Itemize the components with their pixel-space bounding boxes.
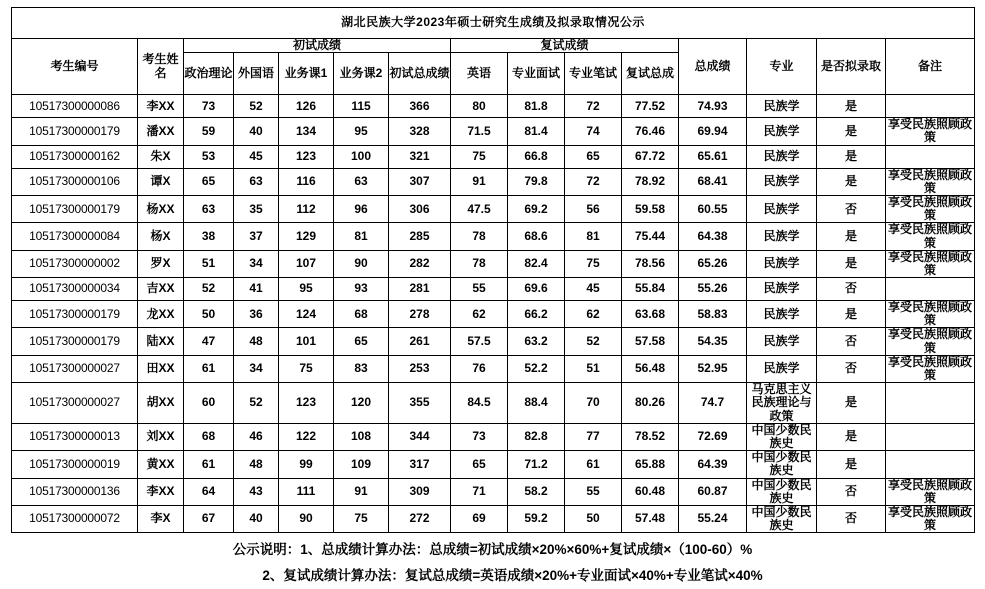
cell-admitted: 是 [817,145,886,168]
cell-english: 47.5 [451,195,508,222]
cell-admitted: 是 [817,250,886,277]
cell-business2: 91 [334,478,389,505]
cell-first-total: 261 [389,328,451,355]
col-header-first-exam: 初试成绩 [184,39,451,53]
cell-name: 谭X [138,168,184,195]
table-row [12,223,975,250]
cell-english: 78 [451,250,508,277]
cell-exam-id: 10517300000019 [12,451,138,478]
cell-business1: 129 [279,223,334,250]
col-header-retest: 复试成绩 [451,39,679,53]
cell-exam-id: 10517300000179 [12,195,138,222]
cell-total: 65.61 [679,145,747,168]
cell-english: 69 [451,505,508,532]
cell-total: 55.24 [679,505,747,532]
cell-first-total: 328 [389,118,451,145]
cell-pro-written: 72 [565,95,622,118]
cell-pro-written: 74 [565,118,622,145]
cell-english: 84.5 [451,383,508,424]
cell-first-total: 272 [389,505,451,532]
cell-total: 69.94 [679,118,747,145]
cell-business2: 68 [334,301,389,328]
cell-english: 91 [451,168,508,195]
cell-politics: 67 [184,505,234,532]
cell-major: 民族学 [747,301,817,328]
cell-admitted: 是 [817,118,886,145]
cell-foreign: 48 [234,451,279,478]
cell-business1: 107 [279,250,334,277]
cell-remark: 享受民族照顾政策 [886,478,975,505]
cell-remark [886,451,975,478]
cell-foreign: 52 [234,95,279,118]
cell-major: 民族学 [747,118,817,145]
cell-retest-total: 59.58 [622,195,679,222]
col-header-name: 考生姓名 [138,39,184,95]
cell-pro-written: 75 [565,250,622,277]
cell-major: 中国少数民族史 [747,478,817,505]
cell-business1: 99 [279,451,334,478]
cell-exam-id: 10517300000034 [12,278,138,301]
cell-admitted: 是 [817,223,886,250]
col-header-politics: 政治理论 [184,53,234,95]
cell-exam-id: 10517300000084 [12,223,138,250]
cell-total: 60.87 [679,478,747,505]
cell-pro-written: 77 [565,423,622,450]
cell-politics: 64 [184,478,234,505]
cell-pro-interview: 71.2 [508,451,565,478]
results-sheet [11,7,974,589]
cell-pro-interview: 69.2 [508,195,565,222]
results-table [11,7,975,533]
cell-name: 李XX [138,478,184,505]
cell-politics: 59 [184,118,234,145]
cell-remark: 享受民族照顾政策 [886,301,975,328]
cell-total: 68.41 [679,168,747,195]
cell-name: 朱X [138,145,184,168]
cell-english: 80 [451,95,508,118]
cell-politics: 51 [184,250,234,277]
cell-politics: 52 [184,278,234,301]
col-header-business1: 业务课1 [279,53,334,95]
cell-business2: 83 [334,355,389,382]
cell-name: 龙XX [138,301,184,328]
cell-business1: 111 [279,478,334,505]
cell-business1: 124 [279,301,334,328]
cell-foreign: 48 [234,328,279,355]
table-row [12,95,975,118]
cell-retest-total: 77.52 [622,95,679,118]
cell-first-total: 285 [389,223,451,250]
cell-remark: 享受民族照顾政策 [886,355,975,382]
cell-english: 71.5 [451,118,508,145]
cell-retest-total: 56.48 [622,355,679,382]
cell-retest-total: 78.52 [622,423,679,450]
cell-pro-interview: 88.4 [508,383,565,424]
cell-business1: 122 [279,423,334,450]
cell-english: 73 [451,423,508,450]
cell-total: 58.83 [679,301,747,328]
table-row [12,145,975,168]
cell-major: 民族学 [747,223,817,250]
cell-foreign: 37 [234,223,279,250]
cell-major: 民族学 [747,145,817,168]
cell-pro-written: 81 [565,223,622,250]
cell-first-total: 309 [389,478,451,505]
cell-major: 民族学 [747,95,817,118]
cell-retest-total: 65.88 [622,451,679,478]
cell-remark [886,423,975,450]
col-header-admitted: 是否拟录取 [817,39,886,95]
cell-pro-interview: 58.2 [508,478,565,505]
cell-foreign: 43 [234,478,279,505]
cell-first-total: 355 [389,383,451,424]
cell-english: 57.5 [451,328,508,355]
table-row [12,451,975,478]
cell-admitted: 否 [817,195,886,222]
cell-retest-total: 57.58 [622,328,679,355]
cell-major: 中国少数民族史 [747,451,817,478]
cell-retest-total: 57.48 [622,505,679,532]
cell-first-total: 321 [389,145,451,168]
cell-total: 52.95 [679,355,747,382]
cell-business2: 100 [334,145,389,168]
table-row [12,301,975,328]
cell-pro-written: 72 [565,168,622,195]
cell-exam-id: 10517300000027 [12,383,138,424]
cell-retest-total: 60.48 [622,478,679,505]
cell-major: 中国少数民族史 [747,505,817,532]
col-header-retest-total: 复试总成 [622,53,679,95]
cell-politics: 50 [184,301,234,328]
cell-name: 杨XX [138,195,184,222]
cell-name: 潘XX [138,118,184,145]
cell-politics: 68 [184,423,234,450]
cell-politics: 47 [184,328,234,355]
cell-business2: 90 [334,250,389,277]
cell-name: 陆XX [138,328,184,355]
cell-english: 62 [451,301,508,328]
cell-business2: 81 [334,223,389,250]
cell-total: 74.93 [679,95,747,118]
cell-exam-id: 10517300000013 [12,423,138,450]
cell-admitted: 否 [817,505,886,532]
cell-pro-interview: 68.6 [508,223,565,250]
col-header-total: 总成绩 [679,39,747,95]
cell-first-total: 282 [389,250,451,277]
cell-pro-written: 65 [565,145,622,168]
cell-exam-id: 10517300000027 [12,355,138,382]
cell-name: 田XX [138,355,184,382]
cell-business2: 108 [334,423,389,450]
cell-exam-id: 10517300000072 [12,505,138,532]
cell-foreign: 52 [234,383,279,424]
cell-business1: 75 [279,355,334,382]
cell-business1: 126 [279,95,334,118]
cell-retest-total: 78.92 [622,168,679,195]
cell-major: 民族学 [747,195,817,222]
cell-business2: 93 [334,278,389,301]
cell-exam-id: 10517300000179 [12,328,138,355]
cell-pro-interview: 79.8 [508,168,565,195]
cell-admitted: 是 [817,95,886,118]
cell-major: 民族学 [747,250,817,277]
cell-pro-written: 56 [565,195,622,222]
cell-business2: 95 [334,118,389,145]
table-row [12,478,975,505]
cell-business1: 95 [279,278,334,301]
cell-business2: 63 [334,168,389,195]
col-header-business2: 业务课2 [334,53,389,95]
cell-foreign: 35 [234,195,279,222]
table-row [12,505,975,532]
cell-business1: 90 [279,505,334,532]
cell-remark [886,278,975,301]
col-header-foreign: 外国语 [234,53,279,95]
cell-total: 72.69 [679,423,747,450]
cell-foreign: 63 [234,168,279,195]
table-row [12,250,975,277]
table-row [12,355,975,382]
cell-foreign: 34 [234,355,279,382]
col-header-remark: 备注 [886,39,975,95]
cell-remark [886,95,975,118]
cell-business1: 123 [279,383,334,424]
cell-total: 65.26 [679,250,747,277]
cell-retest-total: 55.84 [622,278,679,301]
cell-pro-interview: 59.2 [508,505,565,532]
cell-foreign: 41 [234,278,279,301]
cell-admitted: 否 [817,355,886,382]
cell-total: 64.38 [679,223,747,250]
cell-first-total: 307 [389,168,451,195]
table-row [12,168,975,195]
cell-politics: 63 [184,195,234,222]
cell-first-total: 281 [389,278,451,301]
cell-politics: 65 [184,168,234,195]
cell-major: 民族学 [747,328,817,355]
cell-foreign: 46 [234,423,279,450]
cell-first-total: 366 [389,95,451,118]
cell-admitted: 是 [817,451,886,478]
table-row [12,383,975,424]
cell-remark [886,383,975,424]
cell-pro-interview: 81.4 [508,118,565,145]
cell-name: 刘XX [138,423,184,450]
cell-admitted: 否 [817,478,886,505]
cell-politics: 61 [184,451,234,478]
cell-foreign: 40 [234,505,279,532]
cell-business2: 115 [334,95,389,118]
cell-name: 李XX [138,95,184,118]
table-row [12,195,975,222]
title-row [12,8,975,39]
cell-name: 李X [138,505,184,532]
cell-admitted: 否 [817,328,886,355]
cell-foreign: 40 [234,118,279,145]
cell-remark: 享受民族照顾政策 [886,328,975,355]
cell-pro-written: 61 [565,451,622,478]
cell-total: 55.26 [679,278,747,301]
cell-exam-id: 10517300000179 [12,301,138,328]
cell-admitted: 是 [817,301,886,328]
cell-english: 65 [451,451,508,478]
cell-major: 民族学 [747,355,817,382]
cell-remark: 享受民族照顾政策 [886,118,975,145]
cell-name: 罗X [138,250,184,277]
cell-foreign: 34 [234,250,279,277]
cell-first-total: 317 [389,451,451,478]
cell-business2: 109 [334,451,389,478]
cell-major: 民族学 [747,168,817,195]
cell-retest-total: 76.46 [622,118,679,145]
cell-politics: 38 [184,223,234,250]
cell-pro-written: 70 [565,383,622,424]
col-header-english: 英语 [451,53,508,95]
note-line-1: 公示说明：1、总成绩计算办法：总成绩=初试成绩×20%×60%+复试成绩×（100-60）% [232,542,753,558]
cell-pro-interview: 66.8 [508,145,565,168]
cell-admitted: 是 [817,168,886,195]
cell-business1: 116 [279,168,334,195]
cell-business2: 65 [334,328,389,355]
cell-total: 54.35 [679,328,747,355]
cell-remark: 享受民族照顾政策 [886,250,975,277]
cell-exam-id: 10517300000162 [12,145,138,168]
cell-politics: 53 [184,145,234,168]
col-header-major: 专业 [747,39,817,95]
table-row [12,328,975,355]
cell-english: 78 [451,223,508,250]
cell-remark: 享受民族照顾政策 [886,195,975,222]
table-body [12,95,975,533]
cell-total: 64.39 [679,451,747,478]
cell-pro-interview: 69.6 [508,278,565,301]
cell-exam-id: 10517300000086 [12,95,138,118]
cell-business1: 134 [279,118,334,145]
cell-exam-id: 10517300000179 [12,118,138,145]
cell-business2: 96 [334,195,389,222]
cell-first-total: 278 [389,301,451,328]
cell-pro-written: 51 [565,355,622,382]
cell-english: 76 [451,355,508,382]
table-row [12,278,975,301]
cell-remark: 享受民族照顾政策 [886,505,975,532]
cell-retest-total: 78.56 [622,250,679,277]
cell-remark: 享受民族照顾政策 [886,168,975,195]
cell-politics: 61 [184,355,234,382]
cell-retest-total: 63.68 [622,301,679,328]
cell-politics: 60 [184,383,234,424]
cell-business2: 75 [334,505,389,532]
cell-pro-interview: 82.4 [508,250,565,277]
cell-pro-interview: 81.8 [508,95,565,118]
notes-block [11,537,974,589]
cell-foreign: 36 [234,301,279,328]
cell-admitted: 是 [817,383,886,424]
cell-total: 60.55 [679,195,747,222]
table-row [12,118,975,145]
cell-business2: 120 [334,383,389,424]
cell-pro-written: 52 [565,328,622,355]
cell-exam-id: 10517300000136 [12,478,138,505]
cell-total: 74.7 [679,383,747,424]
col-header-first-total: 初试总成绩 [389,53,451,95]
cell-pro-interview: 52.2 [508,355,565,382]
cell-first-total: 344 [389,423,451,450]
cell-business1: 123 [279,145,334,168]
cell-name: 黄XX [138,451,184,478]
cell-first-total: 306 [389,195,451,222]
note-line-2: 2、复试成绩计算办法：复试总成绩=英语成绩×20%+专业面试×40%+专业笔试×40% [262,568,763,584]
cell-foreign: 45 [234,145,279,168]
cell-name: 吉XX [138,278,184,301]
cell-exam-id: 10517300000002 [12,250,138,277]
cell-retest-total: 75.44 [622,223,679,250]
cell-english: 71 [451,478,508,505]
cell-pro-written: 50 [565,505,622,532]
cell-name: 胡XX [138,383,184,424]
cell-remark: 享受民族照顾政策 [886,223,975,250]
cell-english: 55 [451,278,508,301]
cell-major: 马克思主义民族理论与政策 [747,383,817,424]
cell-politics: 73 [184,95,234,118]
col-header-exam-id: 考生编号 [12,39,138,95]
page-title: 湖北民族大学2023年硕士研究生成绩及拟录取情况公示 [12,8,975,39]
cell-major: 中国少数民族史 [747,423,817,450]
table-row [12,423,975,450]
header-group-row [12,39,975,53]
cell-pro-interview: 66.2 [508,301,565,328]
cell-pro-interview: 63.2 [508,328,565,355]
cell-pro-written: 62 [565,301,622,328]
col-header-pro-written: 专业笔试 [565,53,622,95]
cell-remark [886,145,975,168]
cell-retest-total: 67.72 [622,145,679,168]
cell-pro-written: 45 [565,278,622,301]
cell-pro-written: 55 [565,478,622,505]
col-header-pro-interview: 专业面试 [508,53,565,95]
cell-retest-total: 80.26 [622,383,679,424]
cell-business1: 112 [279,195,334,222]
cell-major: 民族学 [747,278,817,301]
cell-first-total: 253 [389,355,451,382]
cell-business1: 101 [279,328,334,355]
cell-admitted: 是 [817,423,886,450]
cell-exam-id: 10517300000106 [12,168,138,195]
cell-english: 75 [451,145,508,168]
cell-pro-interview: 82.8 [508,423,565,450]
cell-admitted: 否 [817,278,886,301]
cell-name: 杨X [138,223,184,250]
